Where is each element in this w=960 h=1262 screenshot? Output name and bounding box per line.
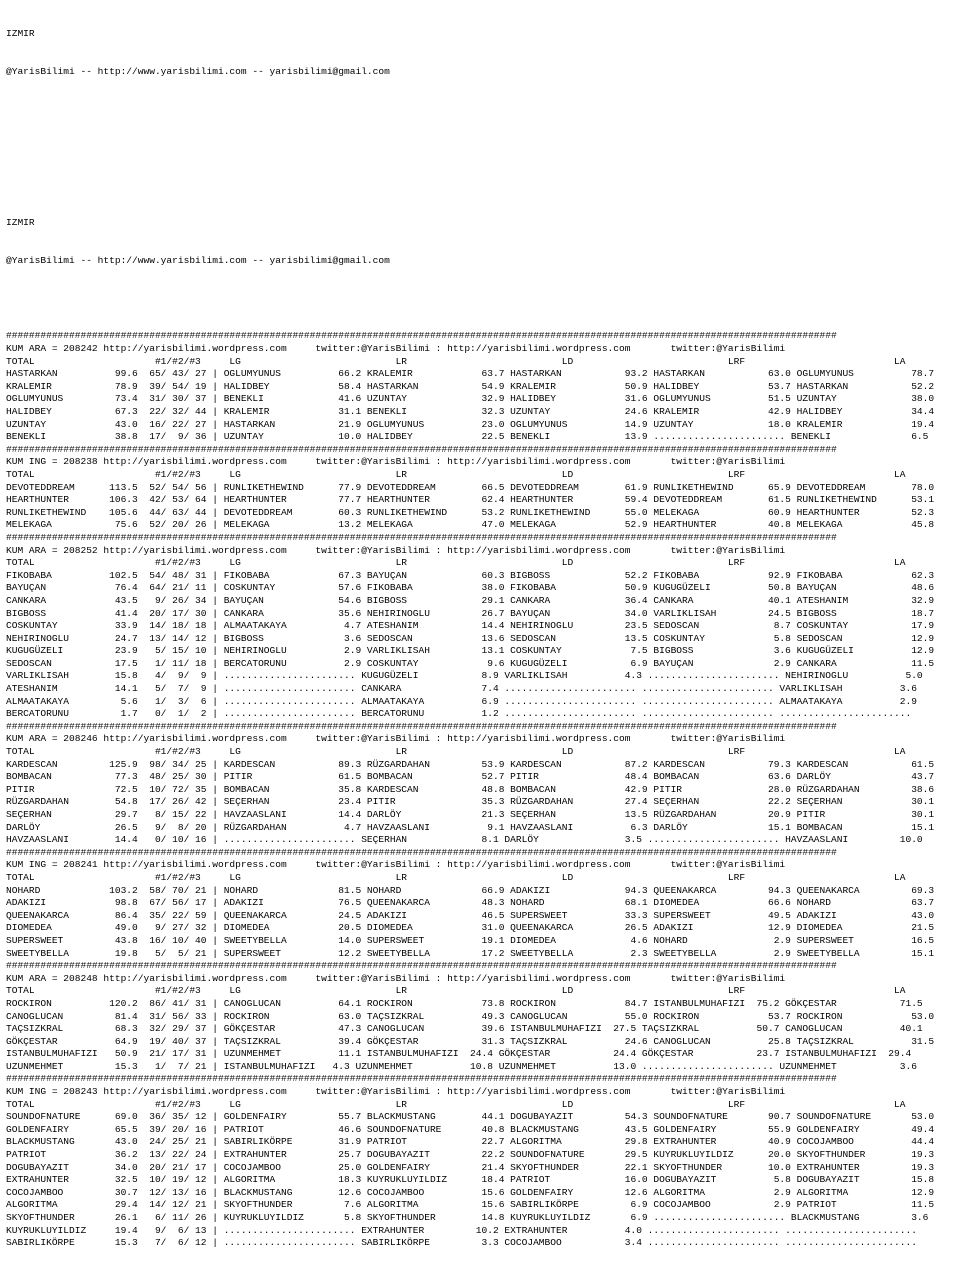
table-row: GÖKÇESTAR 64.9 19/ 40/ 37 | TAÇSIZKRAL 39.4 GÖKÇESTAR 31.3 TAÇSIZKRAL 24.6 CANOGLUCAN 25.8 TAÇSIZKRAL 31.5 [6,1035,935,1047]
table-row: SUPERSWEET 43.8 16/ 10/ 40 | SWEETYBELLA 14.0 SUPERSWEET 19.1 DIOMEDEA 4.6 NOHARD 2.9 SUPERSWEET 16.5 [6,934,935,946]
table-row: ALMAATAKAYA 5.6 1/ 3/ 6 | ....................... ALMAATAKAYA 6.9 ....................... ....................... ALMAATAKAYA 2.9 [6,695,917,707]
table-row: ALGORITMA 29.4 14/ 12/ 21 | SKYOFTHUNDER 7.6 ALGORITMA 15.6 SABIRLIKÖRPE 6.9 COCOJAMBOO 2.9 PATRIOT 11.5 [6,1199,935,1211]
table-row: SEÇERHAN 29.7 8/ 15/ 22 | HAVZAASLANI 14.4 DARLÖY 21.3 SEÇERHAN 13.5 RÜZGARDAHAN 20.9 PITIR 30.1 [6,809,935,820]
column-header: TOTAL #1/#2/#3 LG LR LD LRF LA [6,468,906,480]
table-row: DARLÖY 26.5 9/ 8/ 20 | RÜZGARDAHAN 4.7 HAVZAASLANI 9.1 HAVZAASLANI 6.3 DARLÖY 15.1 BOMBACAN 15.1 [6,821,935,833]
table-row: KUGUGÜZELI 23.9 5/ 15/ 10 | NEHIRINOGLU 2.9 VARLIKLISAH 13.1 COSKUNTAY 7.5 BIGBOSS 3.6 KUGUGÜZELI 12.9 [6,645,935,657]
table-row: QUEENAKARCA 86.4 35/ 22/ 59 | QUEENAKARCA 24.5 ADAKIZI 46.5 SUPERSWEET 33.3 SUPERSWEET 49.5 ADAKIZI 43.0 [6,909,935,921]
race-title: KUM ING = 208241 http://yarisbilimi.wordpress.com twitter:@YarisBilimi : http://yarisbilimi.wordpress.com twitter:@YarisBilimi [6,859,786,871]
race-title: KUM ARA = 208252 http://yarisbilimi.wordpress.com twitter:@YarisBilimi : http://yarisbilimi.wordpress.com twitter:@YarisBilimi [6,544,786,556]
table-row: CANKARA 43.5 9/ 26/ 34 | BAYUÇAN 54.6 BIGBOSS 29.1 CANKARA 36.4 CANKARA 40.1 ATESHANIM 32.9 [6,594,935,606]
table-row: HASTARKAN 99.6 65/ 43/ 27 | OGLUMYUNUS 66.2 KRALEMIR 63.7 HASTARKAN 93.2 HASTARKAN 63.0 OGLUMYUNUS 78.7 [6,368,935,380]
table-row: SKYOFTHUNDER 26.1 6/ 11/ 26 | KUYRUKLUYILDIZ 5.8 SKYOFTHUNDER 14.8 KUYRUKLUYILDIZ 6.9 ....................... BLACKMUSTANG 3.6 [6,1212,929,1223]
separator-line: ################################################################################################################################################# [6,720,837,732]
table-row: KARDESCAN 125.9 98/ 34/ 25 | KARDESCAN 89.3 RÜZGARDAHAN 53.9 KARDESCAN 87.2 KARDESCAN 79.3 KARDESCAN 61.5 [6,758,935,770]
race-title: KUM ARA = 208246 http://yarisbilimi.wordpress.com twitter:@YarisBilimi : http://yarisbilimi.wordpress.com twitter:@YarisBilimi [6,733,786,745]
blank-line [6,179,960,192]
race-tables [6,330,960,1249]
table-row: HALIDBEY 67.3 22/ 32/ 44 | KRALEMIR 31.1 BENEKLI 32.3 UZUNTAY 24.6 KRALEMIR 42.9 HALIDBEY 34.4 [6,406,935,417]
column-header: TOTAL #1/#2/#3 LG LR LD LRF LA [6,871,906,883]
city-title: IZMIR [6,28,35,40]
table-row: RÜZGARDAHAN 54.8 17/ 26/ 42 | SEÇERHAN 23.4 PITIR 35.3 RÜZGARDAHAN 27.4 SEÇERHAN 22.2 SEÇERHAN 30.1 [6,796,935,808]
blank-line [6,293,960,306]
table-row: SEDOSCAN 17.5 1/ 11/ 18 | BERCATORUNU 2.9 COSKUNTAY 9.6 KUGUGÜZELI 6.9 BAYUÇAN 2.9 CANKARA 11.5 [6,657,935,669]
table-row: BOMBACAN 77.3 48/ 25/ 30 | PITIR 61.5 BOMBACAN 52.7 PITIR 48.4 BOMBACAN 63.6 DARLÖY 43.7 [6,771,935,783]
table-row: SWEETYBELLA 19.8 5/ 5/ 21 | SUPERSWEET 12.2 SWEETYBELLA 17.2 SWEETYBELLA 2.3 SWEETYBELLA 2.9 SWEETYBELLA 15.1 [6,947,935,959]
table-row: KUYRUKLUYILDIZ 19.4 9/ 6/ 13 | ....................... EXTRAHUNTER 10.2 EXTRAHUNTER 4.0 ....................... ....................... [6,1224,917,1236]
table-row: ATESHANIM 14.1 5/ 7/ 9 | ....................... CANKARA 7.4 ....................... ....................... VARLIKLISAH 3.6 [6,683,917,695]
table-row: CANOGLUCAN 81.4 31/ 56/ 33 | ROCKIRON 63.0 TAÇSIZKRAL 49.3 CANOGLUCAN 55.0 ROCKIRON 53.7 ROCKIRON 53.0 [6,1010,935,1022]
separator-line: ################################################################################################################################################# [6,1073,837,1085]
table-row: COCOJAMBOO 30.7 12/ 13/ 16 | BLACKMUSTANG 12.6 COCOJAMBOO 15.6 GOLDENFAIRY 12.6 ALGORITMA 2.9 ALGORITMA 12.9 [6,1186,935,1198]
table-row: BIGBOSS 41.4 20/ 17/ 30 | CANKARA 35.6 NEHIRINOGLU 26.7 BAYUÇAN 34.0 VARLIKLISAH 24.5 BIGBOSS 18.7 [6,607,935,619]
column-header: TOTAL #1/#2/#3 LG LR LD LRF LA [6,985,906,997]
table-row: HEARTHUNTER 106.3 42/ 53/ 64 | HEARTHUNTER 77.7 HEARTHUNTER 62.4 HEARTHUNTER 59.4 DEVOTEDDREAM 61.5 RUNLIKETHEWIND 53.1 [6,494,935,506]
column-header: TOTAL #1/#2/#3 LG LR LD LRF LA [6,355,906,367]
table-row: DOGUBAYAZIT 34.0 20/ 21/ 17 | COCOJAMBOO 25.0 GOLDENFAIRY 21.4 SKYOFTHUNDER 22.1 SKYOFTHUNDER 10.0 EXTRAHUNTER 19.3 [6,1161,935,1173]
separator-line: ################################################################################################################################################# [6,846,837,858]
table-row: TAÇSIZKRAL 68.3 32/ 29/ 37 | GÖKÇESTAR 47.3 CANOGLUCAN 39.6 ISTANBULMUHAFIZI 27.5 TAÇSIZKRAL 50.7 CANOGLUCAN 40.1 [6,1023,923,1035]
table-row: SOUNDOFNATURE 69.0 36/ 35/ 12 | GOLDENFAIRY 55.7 BLACKMUSTANG 44.1 DOGUBAYAZIT 54.3 SOUNDOFNATURE 90.7 SOUNDOFNATURE 53.0 [6,1111,935,1123]
table-row: NOHARD 103.2 58/ 70/ 21 | NOHARD 81.5 NOHARD 66.9 ADAKIZI 94.3 QUEENAKARCA 94.3 QUEENAKARCA 69.3 [6,884,935,896]
separator-line: ################################################################################################################################################# [6,531,837,543]
city-title: IZMIR [6,217,35,229]
column-header: TOTAL #1/#2/#3 LG LR LD LRF LA [6,557,906,569]
separator-line: ################################################################################################################################################# [6,960,837,972]
table-row: NEHIRINOGLU 24.7 13/ 14/ 12 | BIGBOSS 3.6 SEDOSCAN 13.6 SEDOSCAN 13.5 COSKUNTAY 5.8 SEDOSCAN 12.9 [6,632,935,644]
table-row: BLACKMUSTANG 43.0 24/ 25/ 21 | SABIRLIKÖRPE 31.9 PATRIOT 22.7 ALGORITMA 29.8 EXTRAHUNTER 40.9 COCOJAMBOO 44.4 [6,1136,935,1148]
table-row: BAYUÇAN 76.4 64/ 21/ 11 | COSKUNTAY 57.6 FIKOBABA 38.0 FIKOBABA 50.9 KUGUGÜZELI 50.8 BAYUÇAN 48.6 [6,582,935,594]
table-row: UZUNMEHMET 15.3 1/ 7/ 21 | ISTANBULMUHAFIZI 4.3 UZUNMEHMET 10.8 UZUNMEHMET 13.0 ....................... UZUNMEHMET 3.6 [6,1060,917,1072]
table-row: FIKOBABA 102.5 54/ 48/ 31 | FIKOBABA 67.3 BAYUÇAN 60.3 BIGBOSS 52.2 FIKOBABA 92.9 FIKOBABA 62.3 [6,569,935,581]
race-title: KUM ARA = 208248 http://yarisbilimi.wordpress.com twitter:@YarisBilimi : http://yarisbilimi.wordpress.com twitter:@YarisBilimi [6,972,786,984]
table-row: EXTRAHUNTER 32.5 10/ 19/ 12 | ALGORITMA 18.3 KUYRUKLUYILDIZ 18.4 PATRIOT 16.0 DOGUBAYAZIT 5.8 DOGUBAYAZIT 15.8 [6,1174,935,1186]
table-row: MELEKAGA 75.6 52/ 20/ 26 | MELEKAGA 13.2 MELEKAGA 47.0 MELEKAGA 52.9 HEARTHUNTER 40.8 MELEKAGA 45.8 [6,519,935,531]
table-row: SABIRLIKÖRPE 15.3 7/ 6/ 12 | ....................... SABIRLIKÖRPE 3.3 COCOJAMBOO 3.4 ....................... ....................... [6,1237,917,1249]
blank-line [6,142,960,155]
separator-line: ################################################################################################################################################# [6,443,837,455]
blank-line [6,104,960,117]
table-row: PATRIOT 36.2 13/ 22/ 24 | EXTRAHUNTER 25.7 DOGUBAYAZIT 22.2 SOUNDOFNATURE 29.5 KUYRUKLUYILDIZ 20.0 SKYOFTHUNDER 19.3 [6,1149,935,1161]
table-row: KRALEMIR 78.9 39/ 54/ 19 | HALIDBEY 58.4 HASTARKAN 54.9 KRALEMIR 50.9 HALIDBEY 53.7 HASTARKAN 52.2 [6,380,935,392]
table-row: BERCATORUNU 1.7 0/ 1/ 2 | ....................... BERCATORUNU 1.2 ....................... ....................... ....................... [6,708,912,720]
table-row: BENEKLI 38.8 17/ 9/ 36 | UZUNTAY 10.0 HALIDBEY 22.5 BENEKLI 13.9 ....................... BENEKLI 6.5 [6,431,929,443]
contact-line: @YarisBilimi -- http://www.yarisbilimi.com -- yarisbilimi@gmail.com [6,254,390,266]
table-row: DIOMEDEA 49.0 9/ 27/ 32 | DIOMEDEA 20.5 DIOMEDEA 31.0 QUEENAKARCA 26.5 ADAKIZI 12.9 DIOMEDEA 21.5 [6,922,935,934]
race-title: KUM ING = 208238 http://yarisbilimi.wordpress.com twitter:@YarisBilimi : http://yarisbilimi.wordpress.com twitter:@YarisBilimi [6,456,786,468]
table-row: RUNLIKETHEWIND 105.6 44/ 63/ 44 | DEVOTEDDREAM 60.3 RUNLIKETHEWIND 53.2 RUNLIKETHEWIND 55.0 MELEKAGA 60.9 HEARTHUNTER 52.3 [6,506,935,518]
table-row: ROCKIRON 120.2 86/ 41/ 31 | CANOGLUCAN 64.1 ROCKIRON 73.8 ROCKIRON 84.7 ISTANBULMUHAFIZI 75.2 GÖKÇESTAR 71.5 [6,997,923,1009]
separator-line: ################################################################################################################################################# [6,330,837,342]
table-row: ISTANBULMUHAFIZI 50.9 21/ 17/ 31 | UZUNMEHMET 11.1 ISTANBULMUHAFIZI 24.4 GÖKÇESTAR 24.4 GÖKÇESTAR 23.7 ISTANBULMUHAFIZI 29.4 [6,1048,912,1060]
column-header: TOTAL #1/#2/#3 LG LR LD LRF LA [6,746,906,758]
column-header: TOTAL #1/#2/#3 LG LR LD LRF LA [6,1098,906,1110]
table-row: VARLIKLISAH 15.8 4/ 9/ 9 | ....................... KUGUGÜZELI 8.9 VARLIKLISAH 4.3 ....................... NEHIRINOGLU 5.0 [6,670,923,682]
table-row: COSKUNTAY 33.9 14/ 18/ 18 | ALMAATAKAYA 4.7 ATESHANIM 14.4 NEHIRINOGLU 23.5 SEDOSCAN 8.7 COSKUNTAY 17.9 [6,620,935,632]
race-title: KUM ARA = 208242 http://yarisbilimi.wordpress.com twitter:@YarisBilimi : http://yarisbilimi.wordpress.com twitter:@YarisBilimi [6,343,786,355]
table-row: HAVZAASLANI 14.4 0/ 10/ 16 | ....................... SEÇERHAN 8.1 DARLÖY 3.5 ....................... HAVZAASLANI 10.0 [6,834,923,846]
table-row: DEVOTEDDREAM 113.5 52/ 54/ 56 | RUNLIKETHEWIND 77.9 DEVOTEDDREAM 66.5 DEVOTEDDREAM 61.9 RUNLIKETHEWIND 65.9 DEVOTEDDREAM 78.0 [6,481,935,493]
table-row: UZUNTAY 43.0 16/ 22/ 27 | HASTARKAN 21.9 OGLUMYUNUS 23.0 OGLUMYUNUS 14.9 UZUNTAY 18.0 KRALEMIR 19.4 [6,418,935,430]
table-row: GOLDENFAIRY 65.5 39/ 20/ 16 | PATRIOT 46.6 SOUNDOFNATURE 40.8 BLACKMUSTANG 43.5 GOLDENFAIRY 55.9 GOLDENFAIRY 49.4 [6,1123,935,1135]
table-row: PITIR 72.5 10/ 72/ 35 | BOMBACAN 35.8 KARDESCAN 48.8 BOMBACAN 42.9 PITIR 28.0 RÜZGARDAHAN 38.6 [6,783,935,795]
race-title: KUM ING = 208243 http://yarisbilimi.wordpress.com twitter:@YarisBilimi : http://yarisbilimi.wordpress.com twitter:@YarisBilimi [6,1086,786,1098]
table-row: ADAKIZI 98.8 67/ 56/ 17 | ADAKIZI 76.5 QUEENAKARCA 48.3 NOHARD 68.1 DIOMEDEA 66.6 NOHARD 63.7 [6,897,935,909]
contact-line: @YarisBilimi -- http://www.yarisbilimi.com -- yarisbilimi@gmail.com [6,65,390,77]
table-row: OGLUMYUNUS 73.4 31/ 30/ 37 | BENEKLI 41.6 UZUNTAY 32.9 HALIDBEY 31.6 OGLUMYUNUS 51.5 UZUNTAY 38.0 [6,393,935,405]
